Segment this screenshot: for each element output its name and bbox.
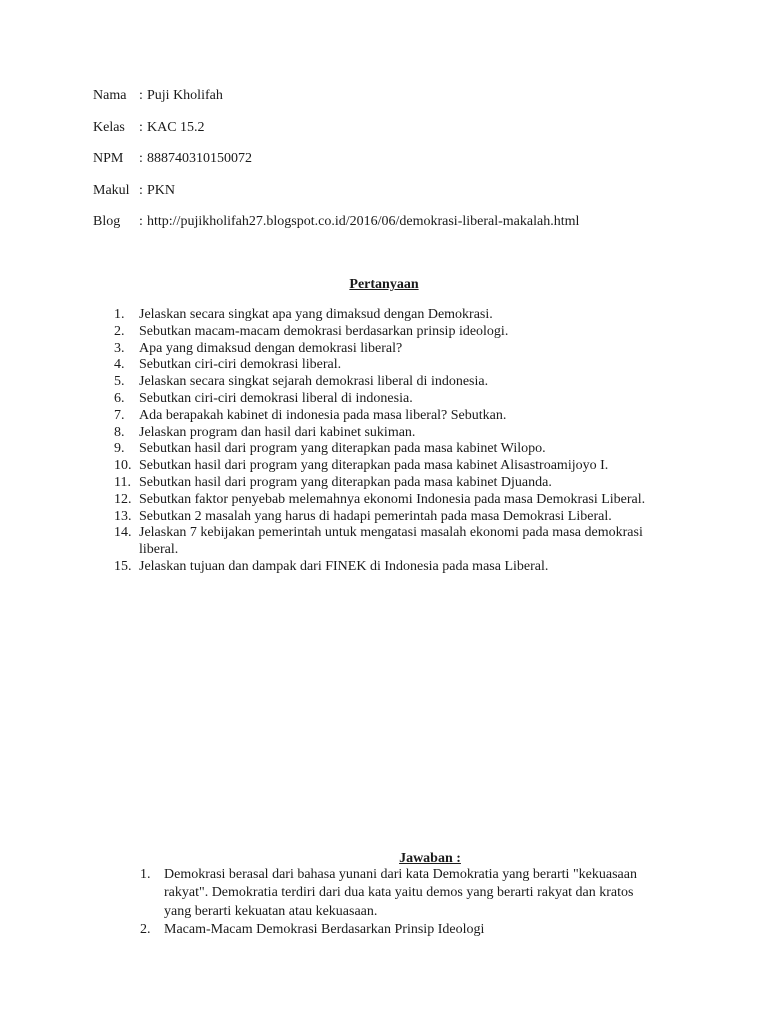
- list-item: [114, 509, 674, 526]
- blog-url: http://pujikholifah27.blogspot.co.id/2016/06/demokrasi-liberal-makalah.html: [147, 214, 580, 229]
- info-label: Makul: [93, 182, 130, 198]
- item-text: Jelaskan tujuan dan dampak dari FINEK di Indonesia pada masa Liberal.: [139, 558, 549, 574]
- list-item: [114, 525, 674, 559]
- list-item: [114, 475, 674, 492]
- item-text: Sebutkan 2 masalah yang harus di hadapi pemerintah pada masa Demokrasi Liberal.: [139, 508, 612, 524]
- item-text: Jelaskan secara singkat apa yang dimaksud dengan Demokrasi.: [139, 307, 493, 322]
- item-number: 1.: [140, 867, 151, 882]
- item-text: Sebutkan ciri-ciri demokrasi liberal di indonesia.: [139, 390, 413, 406]
- item-number: 3.: [114, 340, 125, 356]
- item-number: 2.: [140, 922, 151, 938]
- item-text: Sebutkan ciri-ciri demokrasi liberal.: [139, 357, 342, 373]
- item-text: Jelaskan secara singkat sejarah demokrasi liberal di indonesia.: [139, 374, 489, 390]
- info-separator: :: [139, 151, 143, 166]
- info-separator: :: [139, 119, 143, 135]
- item-number: 14.: [114, 525, 132, 541]
- list-item: [114, 492, 674, 509]
- info-value: KAC 15.2: [147, 119, 205, 135]
- info-separator: :: [139, 182, 143, 198]
- info-row-blog: [93, 213, 733, 245]
- questions-heading: Pertanyaan: [349, 277, 419, 292]
- list-item: [114, 391, 674, 408]
- info-row-course: [93, 182, 733, 214]
- info-label: Nama: [93, 88, 127, 103]
- item-number: 12.: [114, 491, 132, 507]
- item-text: Macam-Macam Demokrasi Berdasarkan Prinsip Ideologi: [164, 922, 485, 938]
- item-number: 13.: [114, 508, 132, 524]
- item-number: 8.: [114, 424, 125, 440]
- answers-heading: Jawaban :: [399, 851, 461, 866]
- item-text: Sebutkan faktor penyebab melemahnya ekonomi Indonesia pada masa Demokrasi Liberal.: [139, 491, 646, 507]
- list-item: [114, 324, 674, 341]
- item-text: Ada berapakah kabinet di indonesia pada masa liberal? Sebutkan.: [139, 407, 507, 423]
- item-number: 6.: [114, 390, 125, 406]
- item-text: Sebutkan macam-macam demokrasi berdasarkan prinsip ideologi.: [139, 323, 509, 339]
- list-item: [114, 374, 674, 391]
- list-item: [114, 408, 674, 425]
- item-number: 2.: [114, 323, 125, 339]
- item-number: 9.: [114, 441, 125, 457]
- item-text: Apa yang dimaksud dengan demokrasi liberal?: [139, 340, 403, 356]
- item-text: Sebutkan hasil dari program yang diterapkan pada masa kabinet Alisastroamijoyo I.: [139, 458, 609, 474]
- info-row-npm: [93, 150, 733, 182]
- list-item: [114, 458, 674, 475]
- info-separator: :: [139, 88, 143, 103]
- info-row-class: [93, 119, 733, 151]
- list-item: [114, 357, 674, 374]
- info-label: Blog: [93, 214, 121, 229]
- info-value: PKN: [147, 182, 176, 198]
- item-number: 7.: [114, 407, 125, 423]
- questions-list: [114, 307, 674, 576]
- info-label: Kelas: [93, 119, 125, 135]
- list-item: [114, 559, 674, 576]
- item-number: 11.: [114, 474, 131, 490]
- info-separator: :: [139, 214, 143, 229]
- item-number: 10.: [114, 458, 132, 474]
- item-text: Sebutkan hasil dari program yang diterapkan pada masa kabinet Wilopo.: [139, 441, 546, 457]
- list-item: [114, 341, 674, 358]
- item-number: 4.: [114, 357, 125, 373]
- answers-list: [140, 866, 660, 940]
- student-info: [93, 87, 733, 245]
- list-item: [114, 307, 674, 324]
- item-text: Demokrasi berasal dari bahasa yunani dari kata Demokratia yang berarti "kekuasaan rakyat". Demokratia terdiri dari dua kata yaitu demos yang berarti rakyat dan kratos yang berarti kekuatan atau kekuasaan.: [164, 867, 637, 919]
- info-value: 888740310150072: [147, 151, 252, 166]
- info-label: NPM: [93, 151, 124, 166]
- item-number: 15.: [114, 558, 132, 574]
- list-item: [140, 866, 660, 921]
- item-number: 5.: [114, 374, 125, 390]
- list-item: [114, 425, 674, 442]
- info-value: Puji Kholifah: [147, 88, 223, 103]
- list-item: [140, 921, 660, 939]
- item-text: Jelaskan program dan hasil dari kabinet sukiman.: [139, 424, 416, 440]
- list-item: [114, 441, 674, 458]
- item-text: Sebutkan hasil dari program yang diterapkan pada masa kabinet Djuanda.: [139, 474, 552, 490]
- item-text: Jelaskan 7 kebijakan pemerintah untuk mengatasi masalah ekonomi pada masa demokrasi liberal.: [139, 525, 643, 558]
- info-row-name: [93, 87, 733, 119]
- item-number: 1.: [114, 307, 125, 322]
